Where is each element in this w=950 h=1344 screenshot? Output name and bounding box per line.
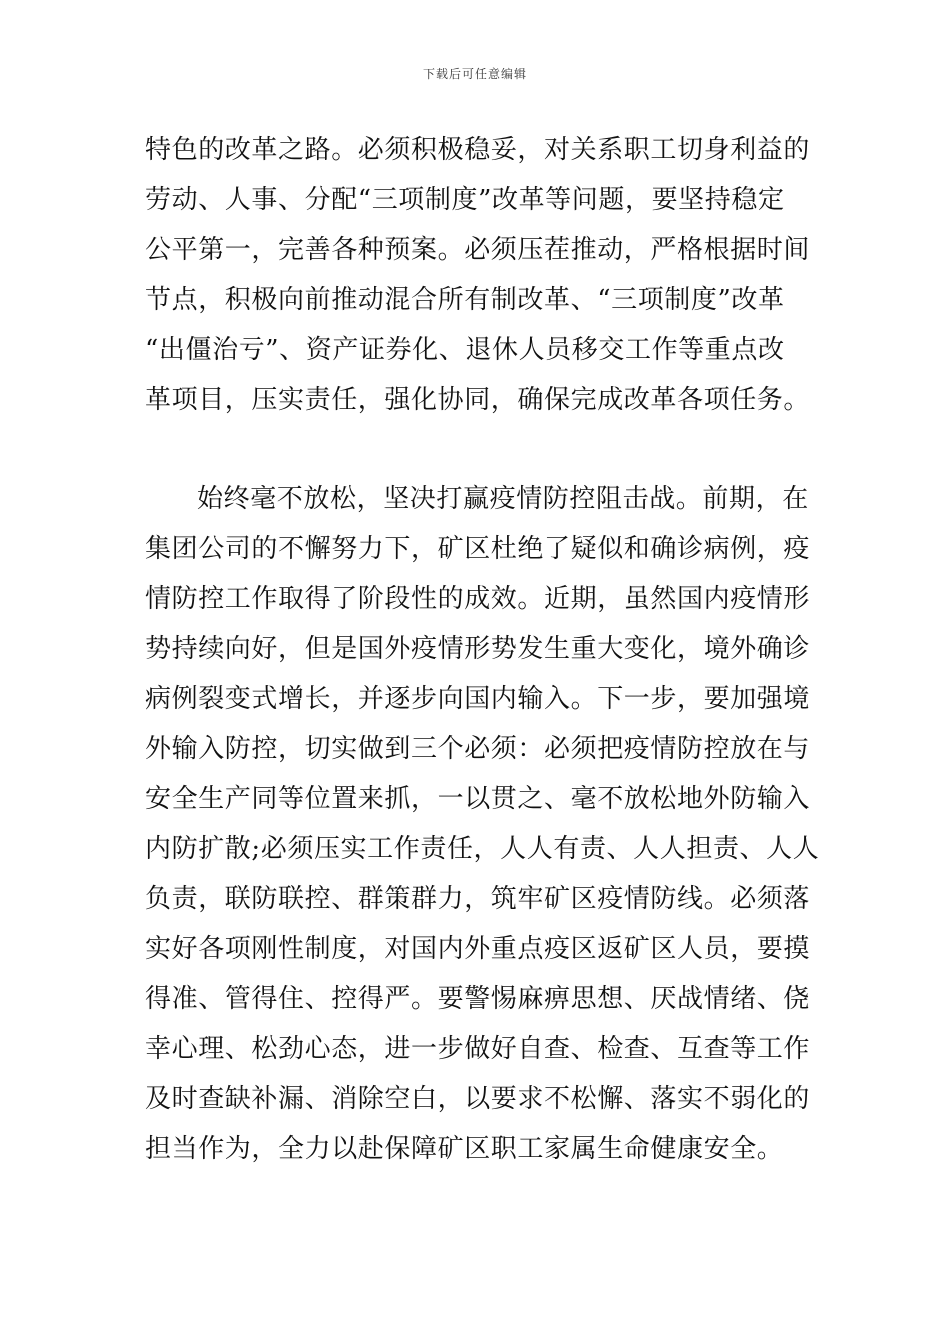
text-line: 内防扩散;必须压实工作责任，人人有责、人人担责、人人 — [145, 834, 820, 864]
text-line: 外输入防控，切实做到三个必须：必须把疫情防控放在与 — [145, 734, 811, 764]
text-line: 病例裂变式增长，并逐步向国内输入。下一步，要加强境 — [145, 684, 811, 714]
paragraph-epidemic-control — [145, 474, 820, 1174]
text-line: “出僵治亏”、资产证券化、退休人员移交工作等重点改 — [145, 335, 785, 365]
text-line: 得准、管得住、控得严。要警惕麻痹思想、厌战情绪、侥 — [145, 984, 811, 1014]
page-header: 下载后可任意编辑 — [422, 67, 527, 81]
text-line: 公平第一，完善各种预案。必须压茬推动，严格根据时间 — [145, 235, 811, 265]
text-line: 劳动、人事、分配“三项制度”改革等问题，要坚持稳定 — [145, 185, 785, 215]
text-line: 集团公司的不懈努力下，矿区杜绝了疑似和确诊病例，疫 — [145, 534, 811, 564]
text-line: 始终毫不放松，坚决打赢疫情防控阻击战。前期，在 — [197, 484, 809, 514]
paragraph-reform — [145, 125, 815, 425]
text-line: 节点，积极向前推动混合所有制改革、“三项制度”改革 — [145, 285, 785, 315]
text-line: 势持续向好，但是国外疫情形势发生重大变化，境外确诊 — [145, 634, 811, 664]
text-line: 及时查缺补漏、消除空白，以要求不松懈、落实不弱化的 — [145, 1084, 811, 1114]
text-line: 实好各项刚性制度，对国内外重点疫区返矿区人员，要摸 — [145, 934, 811, 964]
text-line: 负责，联防联控、群策群力，筑牢矿区疫情防线。必须落 — [145, 884, 811, 914]
text-line: 幸心理、松劲心态，进一步做好自查、检查、互查等工作 — [145, 1034, 811, 1064]
text-line: 安全生产同等位置来抓，一以贯之、毫不放松地外防输入 — [145, 784, 811, 814]
text-line: 特色的改革之路。必须积极稳妥，对关系职工切身利益的 — [145, 135, 811, 165]
text-line: 情防控工作取得了阶段性的成效。近期，虽然国内疫情形 — [145, 584, 811, 614]
text-line: 革项目，压实责任，强化协同，确保完成改革各项任务。 — [145, 385, 811, 415]
text-line: 担当作为，全力以赴保障矿区职工家属生命健康安全。 — [145, 1134, 784, 1164]
